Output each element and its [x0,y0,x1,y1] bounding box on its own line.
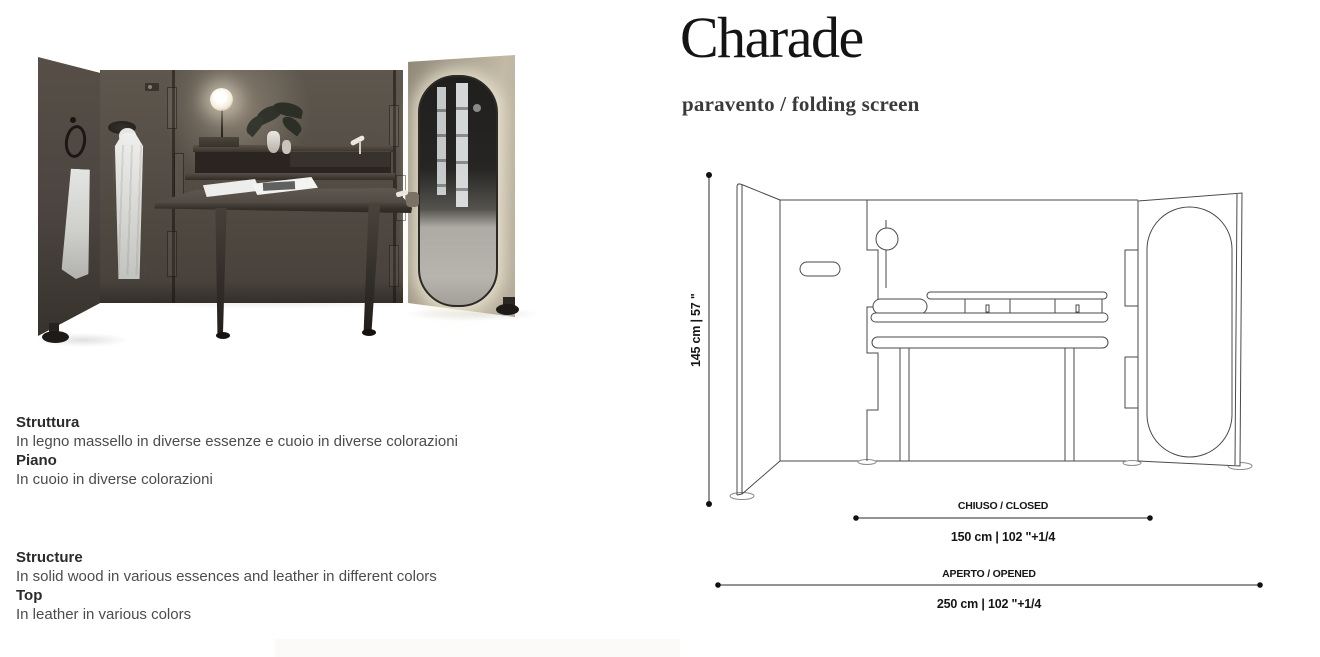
spec-text-struttura: In legno massello in diverse essenze e cuoio in diverse colorazioni [16,433,458,450]
panel-joint-tab [174,153,184,199]
opened-dimension [715,568,1263,611]
magazine-print [263,181,295,191]
height-dimension [689,172,712,507]
height-dimension-label: 145 cm | 57 " [689,293,703,367]
task-lamp-stem [359,141,361,154]
panel-handle-cutout [800,262,840,276]
drawing-desk [872,337,1108,461]
opened-dimension-value: 250 cm | 102 "+1/4 [936,597,1042,611]
drawing-right-panel [1138,193,1252,470]
closed-dimension-label: CHIUSO / CLOSED [957,500,1049,512]
product-photo [35,45,540,375]
panel-joint-tab [167,231,177,277]
towel-hook [70,117,76,123]
desk-leg-foot [362,329,376,336]
spec-text-top: In leather in various colors [16,606,192,623]
floor-lamp-globe [210,88,233,111]
spec-text-piano: In cuoio in diverse colorazioni [16,471,213,488]
product-subtitle: paravento / folding screen [682,92,920,116]
mirror [418,75,498,307]
mirror-light-spot [473,104,481,112]
drawing-shelf [871,292,1108,322]
panel-joint-tab [167,87,177,129]
drawing-center-panels [780,200,1141,466]
specs-english [16,548,556,624]
desk-leg [1065,348,1074,461]
photo-wall-bottom-shade [100,281,403,303]
wall-emblem-dot [148,85,152,89]
technical-drawing [680,160,1320,630]
page-artifact-strip [275,639,680,657]
closed-dimension [853,500,1153,544]
photo-right-panel-foot [496,304,519,315]
specs-italian [16,413,556,489]
cabinet-handle [1076,305,1079,312]
shelf-books [199,137,239,147]
robe-folds [113,145,145,275]
desk-leg-foot [216,332,230,339]
opened-dimension-label: APERTO / OPENED [942,568,1036,580]
spec-label-struttura: Struttura [16,414,80,431]
spec-text-structure: In solid wood in various essences and leather in different colors [16,568,437,585]
cabinet-handle [986,305,989,312]
panel-joint-zigzag [1125,201,1138,461]
spec-label-structure: Structure [16,549,83,566]
spec-label-top: Top [16,587,43,604]
panel-joint-tab [389,105,399,147]
plant-vase [267,131,280,153]
shelf-drawer [290,151,390,167]
product-title: Charade [680,5,863,70]
shelf-bottom-lip [185,173,395,180]
spec-label-piano: Piano [16,452,57,469]
desk-leg [900,348,909,461]
drawing-left-panel [730,184,780,500]
mirror-window-reflection [456,83,468,207]
desk-endcap [406,192,419,207]
shelf-object [873,299,927,314]
panel-joint-tab [389,245,399,287]
closed-dimension-value: 150 cm | 102 "+1/4 [950,530,1056,544]
mirror-window-reflection [437,87,446,195]
small-vase [282,140,291,154]
photo-left-panel-foot [42,331,69,343]
desk-top [872,337,1108,348]
drawing-lamp [876,220,898,288]
